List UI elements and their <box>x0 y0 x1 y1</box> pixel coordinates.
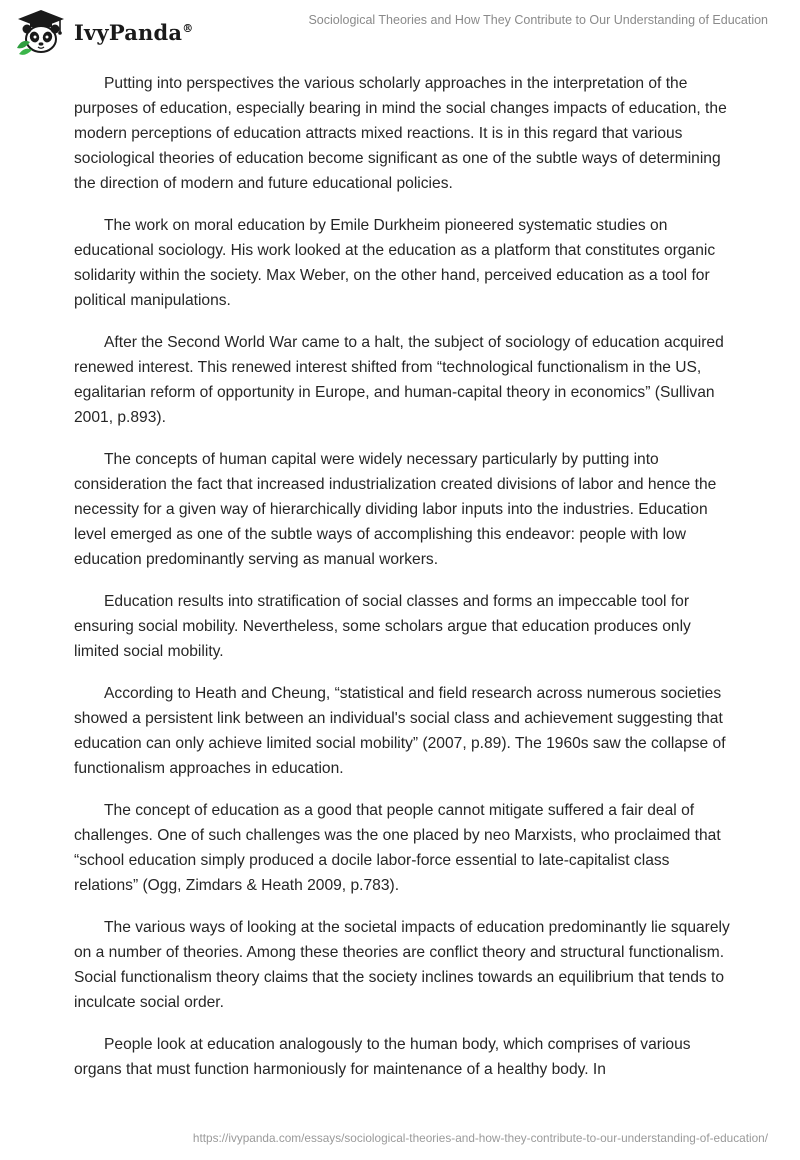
paragraph: After the Second World War came to a halt, the subject of sociology of education acquired renewed interest. This renewed interest shifted from “technological functionalism in the US, egalitarian reform of opportunity in Europe, and human-capital theory in economics” (Sullivan 2001, p.893). <box>74 334 724 426</box>
paragraph: According to Heath and Cheung, “statistical and field research across numerous societies showed a persistent link between an individual's social class and achievement suggesting that education can only achieve limited social mobility” (2007, p.89). The 1960s saw the collapse of functionalism approaches in education. <box>74 685 726 777</box>
document-title: Sociological Theories and How They Contribute to Our Understanding of Education <box>308 13 768 27</box>
paragraph: Education results into stratification of social classes and forms an impeccable tool for ensuring social mobility. Nevertheless, some scholars argue that education produces only limited social mobility. <box>74 593 691 660</box>
paragraph: The concepts of human capital were widely necessary particularly by putting into consideration the fact that increased industrialization created divisions of labor and hence the necessity for a given way of hierarchically dividing labor inputs into the industries. Education level emerged as one of the subtle ways of accomplishing this endeavor: people with low education predominantly serving as manual workers. <box>74 451 717 568</box>
essay-body <box>74 71 734 1099</box>
ivypanda-logo[interactable] <box>14 8 224 56</box>
logo-text: IvyPanda® <box>74 19 194 45</box>
paragraph: The work on moral education by Emile Durkheim pioneered systematic studies on educational sociology. His work looked at the education as a platform that constitutes organic solidarity within the society. Max Weber, on the other hand, perceived education as a tool for political manipulations. <box>74 217 716 309</box>
panda-graduation-cap-icon <box>14 8 68 56</box>
paragraph: The concept of education as a good that people cannot mitigate suffered a fair deal of challenges. One of such challenges was the one placed by neo Marxists, who proclaimed that “school education simply produced a docile labor-force essential to late-capitalist class relations” (Ogg, Zimdars & Heath 2009, p.783). <box>74 802 721 894</box>
paragraph: People look at education analogously to the human body, which comprises of various organs that must function harmoniously for maintenance of a healthy body. In <box>74 1036 691 1078</box>
paragraph: The various ways of looking at the societal impacts of education predominantly lie squarely on a number of theories. Among these theories are conflict theory and structural functionalism. Social functionalism theory claims that the society inclines towards an equilibrium that tends to inculcate social order. <box>74 919 730 1011</box>
source-url-link[interactable]: https://ivypanda.com/essays/sociological-theories-and-how-they-contribute-to-our-understanding-of-education/ <box>192 1131 768 1145</box>
paragraph: Putting into perspectives the various scholarly approaches in the interpretation of the purposes of education, especially bearing in mind the social changes impacts of education, the modern perceptions of education attracts mixed reactions. It is in this regard that various sociological theories of education become significant as one of the subtle ways of determining the direction of modern and future educational policies. <box>74 75 727 192</box>
page-header <box>0 0 800 60</box>
